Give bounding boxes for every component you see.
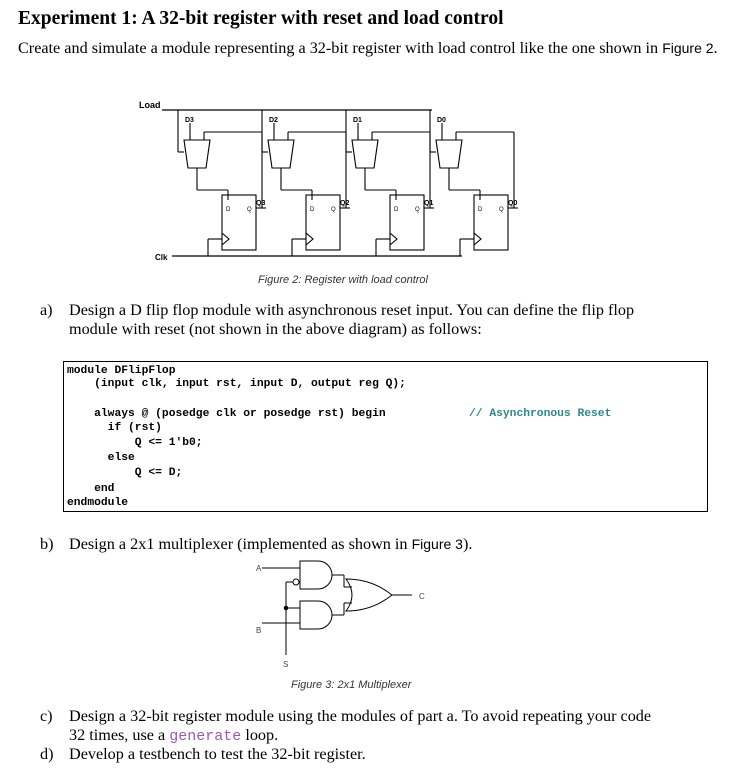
part-c-line2-start: 32 times, use a	[69, 726, 170, 744]
part-b-text: Design a 2x1 multiplexer (implemented as shown in	[69, 535, 412, 553]
generate-keyword: generate	[169, 728, 242, 745]
ff-q-label-2: Q	[415, 207, 420, 213]
part-c-line1: Design a 32-bit register module using the modules of part a. To avoid repeating your code	[69, 707, 652, 725]
register-diagram	[0, 0, 729, 300]
mux-a-label: A	[256, 564, 262, 573]
part-d-label: d)	[40, 745, 54, 763]
or-gate	[346, 579, 392, 611]
ff-q-label-1: Q	[331, 207, 336, 213]
code-line-9: end	[67, 483, 115, 495]
code-line-5: if (rst)	[67, 422, 162, 434]
mux-1	[268, 140, 294, 168]
part-c-line2-end: loop.	[241, 726, 279, 744]
flip-flop-0	[222, 195, 256, 250]
mux-0	[184, 140, 210, 168]
flip-flop-2	[390, 195, 424, 250]
input-label-1: D2	[269, 117, 278, 124]
code-listing	[63, 361, 708, 512]
code-line-1: module DFlipFlop	[67, 365, 176, 377]
input-label-2: D1	[353, 117, 362, 124]
part-d	[40, 745, 720, 765]
clk-label: Clk	[155, 253, 168, 262]
and-gate-lower	[300, 601, 332, 629]
part-b-figure-ref: Figure 3	[411, 536, 463, 552]
intro-figure-ref: Figure 2	[662, 40, 714, 56]
flip-flop-3	[474, 195, 508, 250]
load-label: Load	[139, 100, 161, 110]
mux-diagram	[0, 555, 729, 695]
part-c-label: c)	[40, 707, 53, 725]
mux-2	[352, 140, 378, 168]
inverter-bubble	[293, 579, 299, 585]
code-line-6: Q <= 1'b0;	[67, 437, 203, 449]
code-line-8: Q <= D;	[67, 467, 183, 479]
mux-s-label: S	[283, 660, 289, 669]
experiment-title: Experiment 1: A 32-bit register with reset and load control	[18, 8, 504, 29]
code-line-7: else	[67, 452, 135, 464]
mux-b-label: B	[256, 626, 262, 635]
output-label-3: Q0	[508, 200, 518, 207]
part-b-text-end: ).	[462, 535, 473, 553]
clock-triangle-1	[306, 233, 313, 245]
part-c	[40, 707, 720, 747]
input-label-0: D3	[185, 117, 194, 124]
clock-triangle-0	[222, 233, 229, 245]
code-comment: // Asynchronous Reset	[469, 408, 612, 420]
ff-d-label-1: D	[310, 207, 315, 213]
clock-triangle-3	[474, 233, 481, 245]
mux-3	[436, 140, 462, 168]
output-label-2: Q1	[424, 200, 434, 207]
ff-d-label-2: D	[394, 207, 399, 213]
output-label-0: Q3	[256, 200, 266, 207]
code-line-2: (input clk, input rst, input D, output reg Q);	[67, 378, 406, 390]
intro-text: Create and simulate a module representing a 32-bit register with load control like the one shown in	[18, 39, 663, 57]
flip-flop-1	[306, 195, 340, 250]
clock-triangle-2	[390, 233, 397, 245]
figure2-caption: Figure 2: Register with load control	[258, 274, 428, 286]
ff-q-label-0: Q	[247, 207, 252, 213]
part-d-text: Develop a testbench to test the 32-bit register.	[69, 745, 366, 763]
part-a	[40, 301, 720, 341]
ff-q-label-3: Q	[499, 207, 504, 213]
and-gate-upper	[300, 561, 332, 589]
ff-d-label-3: D	[478, 207, 483, 213]
part-b-label: b)	[40, 535, 54, 553]
ff-d-label-0: D	[226, 207, 231, 213]
part-a-line2: module with reset (not shown in the above diagram) as follows:	[69, 320, 482, 338]
figure3-caption: Figure 3: 2x1 Multiplexer	[291, 679, 412, 691]
output-label-1: Q2	[340, 200, 350, 207]
intro-text-end: .	[713, 39, 718, 57]
code-line-10: endmodule	[67, 497, 129, 509]
code-line-4: always @ (posedge clk or posedge rst) begin	[67, 408, 386, 420]
mux-c-label: C	[419, 592, 425, 601]
part-b	[40, 535, 720, 555]
part-a-line1: Design a D flip flop module with asynchronous reset input. You can define the flip flop	[69, 301, 635, 319]
part-a-label: a)	[40, 301, 53, 319]
input-label-3: D0	[437, 117, 446, 124]
